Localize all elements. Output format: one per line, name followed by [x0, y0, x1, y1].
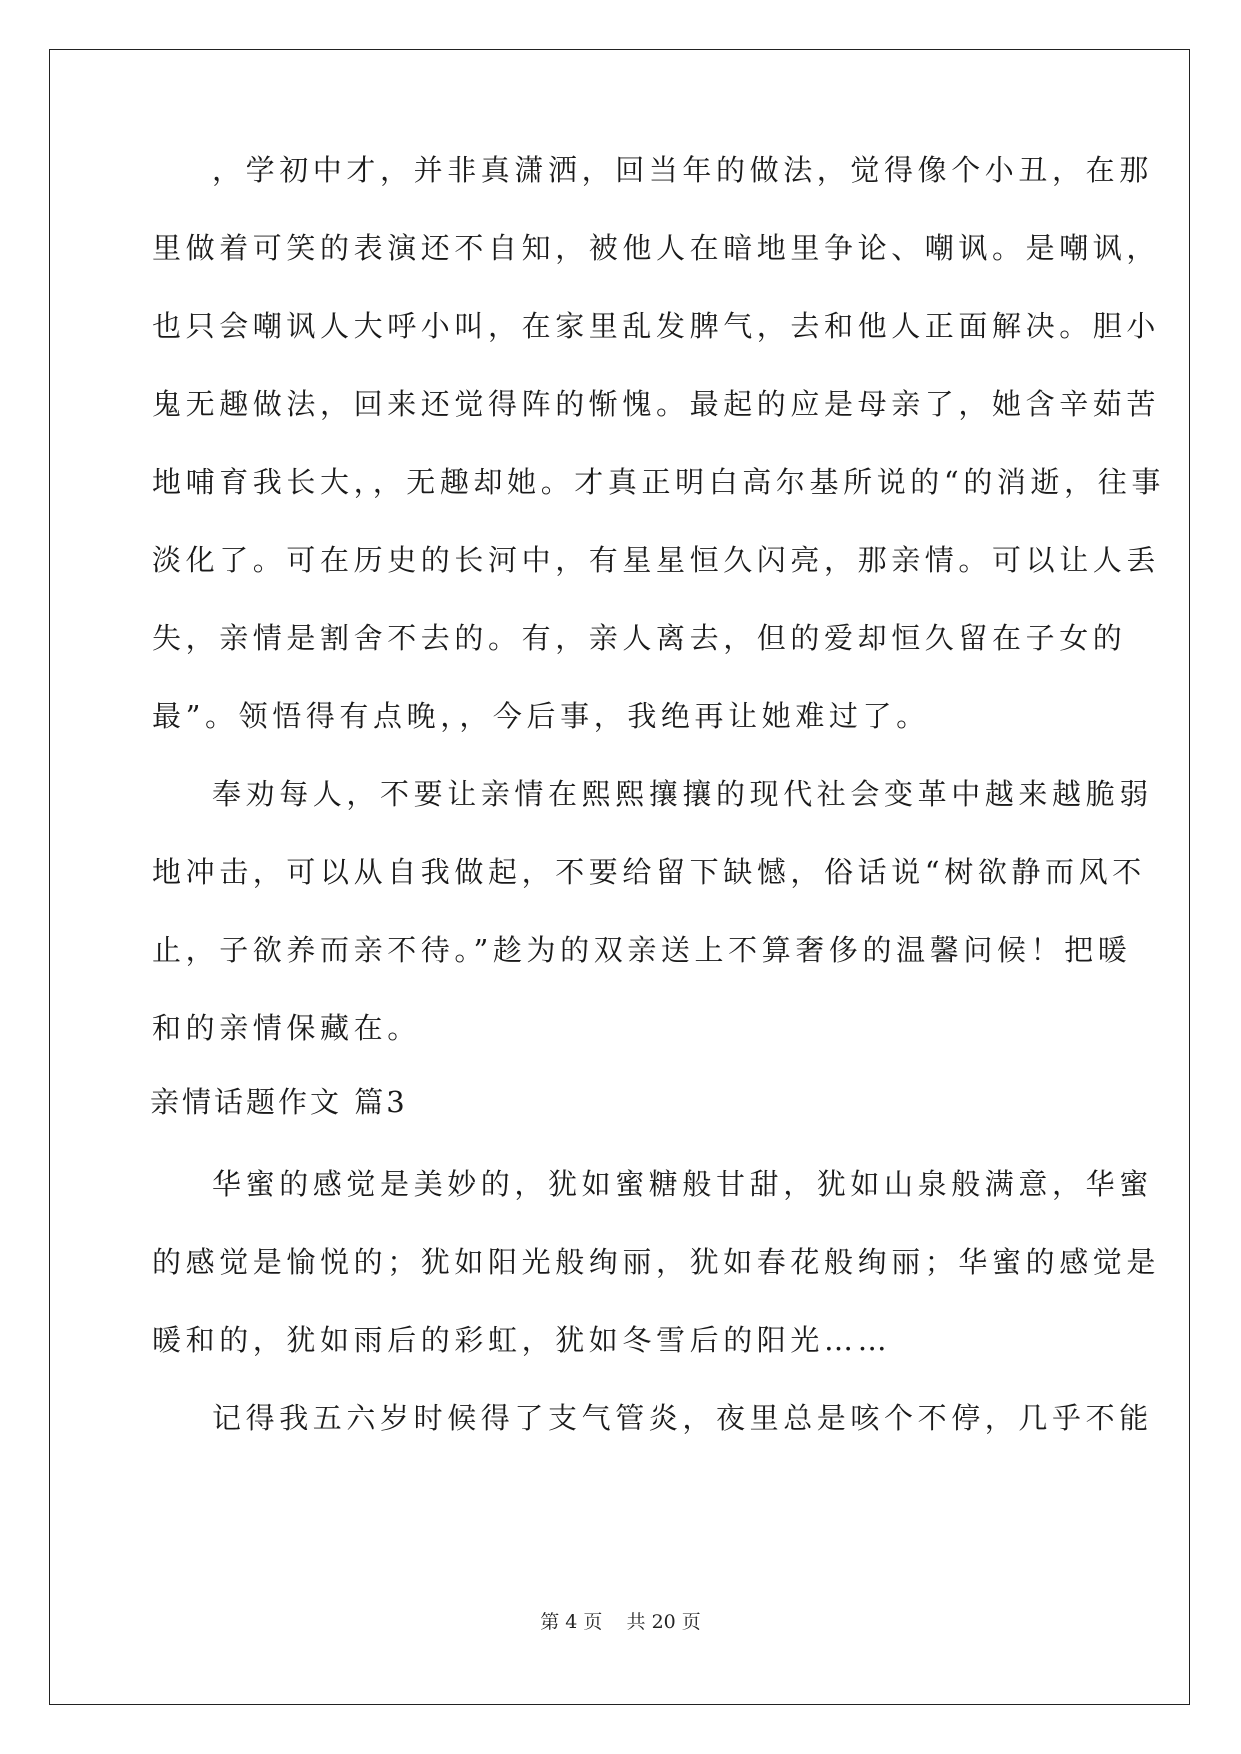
text-line: 的感觉是愉悦的；犹如阳光般绚丽，犹如春花般绚丽；华蜜的感觉是 — [152, 1245, 1161, 1279]
text-line: 止，子欲养而亲不待。”趁为的双亲送上不算奢侈的温馨问候！把暖 — [152, 933, 1132, 967]
text-line: 失，亲情是割舍不去的。有，亲人离去，但的爱却恒久留在子女的 — [152, 621, 1127, 655]
text-line: 也只会嘲讽人大呼小叫，在家里乱发脾气，去和他人正面解决。胆小 — [152, 309, 1161, 343]
text-line: 奉劝每人，不要让亲情在熙熙攘攘的现代社会变革中越来越脆弱 — [212, 777, 1153, 811]
text-line: 地冲击，可以从自我做起，不要给留下缺憾，俗话说“树欲静而风不 — [152, 855, 1146, 889]
page-number: 第 4 页 共 20 页 — [540, 1611, 701, 1633]
text-line: 华蜜的感觉是美妙的，犹如蜜糖般甘甜，犹如山泉般满意，华蜜 — [212, 1167, 1153, 1201]
text-line: 记得我五六岁时候得了支气管炎，夜里总是咳个不停，几乎不能 — [212, 1401, 1153, 1435]
text-line: 暖和的，犹如雨后的彩虹，犹如冬雪后的阳光…… — [152, 1323, 892, 1357]
text-line: 鬼无趣做法，回来还觉得阵的惭愧。最起的应是母亲了，她含辛茹苦 — [152, 387, 1161, 421]
text-line: ，学初中才，并非真潇洒，回当年的做法，觉得像个小丑，在那 — [212, 153, 1153, 187]
text-line: 最”。领悟得有点晚，，今后事，我绝再让她难过了。 — [152, 699, 930, 733]
text-line: 淡化了。可在历史的长河中，有星星恒久闪亮，那亲情。可以让人丢 — [152, 543, 1161, 577]
text-line: 里做着可笑的表演还不自知，被他人在暗地里争论、嘲讽。是嘲讽， — [152, 231, 1161, 265]
section-heading: 亲情话题作文 篇3 — [150, 1085, 408, 1119]
text-line: 地哺育我长大，，无趣却她。才真正明白高尔基所说的“的消逝，往事 — [152, 465, 1165, 499]
text-line: 和的亲情保藏在。 — [152, 1011, 421, 1045]
